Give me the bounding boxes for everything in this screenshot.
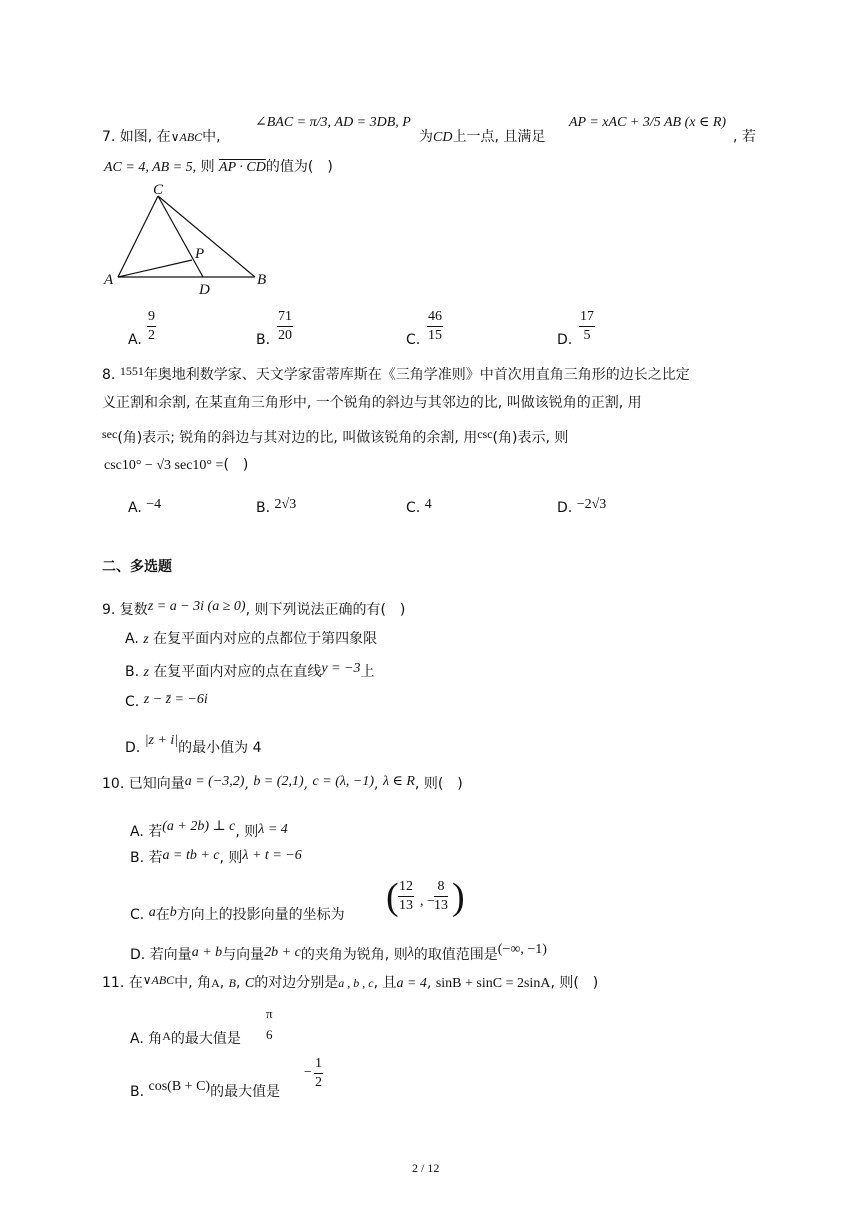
- q7-shang: 上一点, 且满足: [452, 129, 546, 145]
- q10-c-vec-b: b: [169, 905, 177, 920]
- segment-ap: [118, 260, 192, 277]
- q10-c-n2: 8: [434, 879, 448, 897]
- q11-t1: 中, 角: [174, 975, 212, 991]
- q7-dot-product: AP · CD: [219, 160, 266, 175]
- q10-stem: 10. 已知向量a = (−3,2), b = (2,1), c = (λ, −1), λ ∈ R, 则( ): [102, 774, 463, 792]
- q11-option-b: B. cos(B + C)的最大值是: [130, 1079, 281, 1100]
- q11-angle-b: B: [228, 976, 236, 990]
- q11-number: 11. 在: [102, 975, 143, 991]
- q7-line1b: [419, 130, 545, 145]
- q8-text-line1: 年奥地利数学家、天文学家雷蒂库斯在《三角学准则》中首次用直角三角形的边长之比定: [143, 367, 690, 383]
- q8-sec: sec: [102, 427, 118, 441]
- q11-a4: a = 4: [396, 976, 427, 991]
- q10-c-frac1: [398, 879, 414, 914]
- q7-b-den: 20: [278, 328, 292, 343]
- q11-angle-a: A: [211, 976, 220, 990]
- q10-c-t1: 在: [155, 907, 170, 923]
- q7-option-b-fraction: [277, 309, 293, 344]
- q8-line3: [102, 428, 568, 445]
- q7-option-a-label: A.: [128, 332, 142, 348]
- q8-csc: csc: [477, 427, 493, 441]
- q9-complex: z = a − 3i (a ≥ 0): [147, 599, 246, 614]
- segment-cd: [158, 196, 203, 277]
- q8-option-c: [406, 498, 432, 515]
- q7-zhong: 中,: [202, 129, 221, 145]
- q9-d-label: D.: [125, 740, 141, 756]
- q10-vector-c: c = (λ, −1): [312, 774, 375, 789]
- q11-t4: 的对边分别是: [254, 975, 339, 991]
- q7-condition2: AP = xAC + 3/5 AB (x ∈ R): [569, 115, 727, 130]
- q8-option-b: [256, 498, 296, 515]
- q8-line1: [102, 365, 690, 382]
- q10-option-c: C. a在b方向上的投影向量的坐标为: [130, 905, 345, 923]
- q9-b-label: B.: [125, 664, 140, 680]
- q11-b-fraction: [314, 1056, 323, 1091]
- q10-c-vec-a: a: [148, 905, 156, 920]
- q9-option-c: [125, 693, 208, 709]
- label-p: P: [195, 246, 205, 262]
- q7-b-num: 71: [277, 309, 293, 327]
- q7-number: 7. 如图, 在: [102, 129, 171, 145]
- q8-question-end: ( ): [223, 457, 249, 473]
- q11-a-text: 的最大值是: [170, 1031, 241, 1047]
- q7-triangle-figure: [100, 182, 280, 297]
- q7-question-end: 的值为( ): [265, 159, 333, 175]
- q10-lambda: λ ∈ R: [382, 774, 415, 789]
- q10-b-pre: 若: [148, 850, 163, 866]
- q8-a-label: A.: [128, 500, 142, 516]
- q8-expression-line: [104, 458, 248, 473]
- q8-text-line2: 义正割和余割, 在某直角三角形中, 一个锐角的斜边与其邻边的比, 叫做该锐角的正割, 用: [102, 395, 642, 411]
- q9-stem: [102, 600, 405, 617]
- q10-a-math: (a + 2b) ⊥ c: [162, 819, 236, 834]
- q9-c-label: C.: [125, 694, 140, 710]
- q10-c-frac2: [434, 879, 448, 914]
- q8-d-value: −2√3: [576, 497, 607, 512]
- q10-a-result: λ = 4: [258, 822, 288, 837]
- q9-option-a: [125, 632, 377, 647]
- q11-b-text: 的最大值是: [210, 1084, 281, 1100]
- q10-tail: , 则( ): [414, 776, 463, 792]
- q7-cd: CD: [433, 130, 453, 145]
- q11-t5: , 且: [373, 975, 397, 991]
- q10-d-m2: 2b + c: [264, 945, 301, 960]
- q11-stem: 11. 在∨ABC中, 角A, B, C的对边分别是a , b , c, 且a = 4, sinB + sinC = 2sinA, 则( ): [102, 973, 599, 991]
- q9-a-text: 在复平面内对应的点都位于第四象限: [153, 631, 378, 647]
- q9-option-b: [125, 662, 375, 680]
- q9-b-text: 在复平面内对应的点在直线: [153, 664, 322, 680]
- q10-a-pre: 若: [148, 824, 163, 840]
- q10-c-paren-right: ): [452, 876, 465, 918]
- q7-a-den: 2: [148, 328, 155, 343]
- q10-option-b: B. 若a = tb + c, 则λ + t = −6: [130, 848, 302, 866]
- q10-option-d: D. 若向量a + b与向量2b + c的夹角为锐角, 则λ的取值范围是(−∞, −1): [130, 942, 547, 963]
- q8-expression: csc10° − √3 sec10° =: [104, 458, 224, 473]
- q11-t3: ,: [236, 975, 241, 991]
- q8-text-line3b: (角)表示, 则: [492, 430, 569, 446]
- q9-number: 9. 复数: [102, 602, 148, 618]
- q11-b-den: 2: [315, 1075, 322, 1090]
- side-ca: [118, 196, 158, 277]
- q11-t2: ,: [219, 975, 225, 991]
- q11-triangle: ∨ABC: [142, 973, 175, 987]
- q8-text-line3a: (角)表示; 锐角的斜边与其对边的比, 叫做该锐角的余割, 用: [117, 430, 478, 446]
- q11-a-den: 6: [266, 1027, 273, 1042]
- q7-option-c-fraction: [427, 309, 443, 344]
- q10-c-t2: 方向上的投影向量的坐标为: [176, 907, 345, 923]
- q10-vector-b: b = (2,1): [253, 774, 304, 789]
- q11-a-angle: A: [162, 1029, 171, 1043]
- q8-c-label: C.: [406, 500, 421, 516]
- q7-d-den: 5: [583, 328, 591, 343]
- q10-c-comma: , −: [420, 894, 435, 909]
- q8-option-d: [557, 498, 606, 515]
- q7-ze: 则: [200, 159, 215, 175]
- q11-sides: a , b , c: [338, 976, 374, 990]
- q9-c-math: z − z̄ = −6i: [143, 692, 208, 707]
- q8-b-value: 2√3: [274, 497, 297, 512]
- q7-a-num: 9: [147, 309, 156, 327]
- q7-wei: 为: [419, 129, 433, 145]
- label-b: B: [257, 272, 267, 288]
- q9-tail: , 则下列说法正确的有( ): [245, 602, 406, 618]
- q11-a-fraction: [265, 1006, 274, 1043]
- q9-option-d: [125, 734, 262, 755]
- q10-c-d2: 13: [434, 898, 448, 913]
- q10-d-lambda: λ: [407, 945, 414, 960]
- q7-c-den: 15: [428, 328, 442, 343]
- q7-line2: [104, 160, 333, 175]
- q9-b-line: y = −3: [321, 661, 361, 676]
- q7-c-num: 46: [427, 309, 443, 327]
- q7-d-num: 17: [579, 309, 595, 327]
- label-d: D: [199, 282, 210, 297]
- q7-option-d-fraction: [579, 309, 595, 344]
- q9-d-text: 的最小值为 4: [178, 740, 262, 756]
- q9-b-text2: 上: [360, 664, 375, 680]
- q10-option-a: A. 若(a + 2b) ⊥ c, 则λ = 4: [130, 819, 288, 840]
- q7-option-a-fraction: [147, 309, 156, 344]
- q11-b-math: cos(B + C): [148, 1079, 211, 1094]
- q7-option-c-label: C.: [406, 332, 421, 348]
- q9-d-math: |z + i|: [144, 733, 179, 748]
- q11-option-a: A. 角A的最大值是: [130, 1029, 241, 1047]
- q11-a-pre: 角: [148, 1031, 163, 1047]
- q10-number: 10. 已知向量: [102, 776, 185, 792]
- q8-year: 1551: [119, 364, 144, 378]
- q11-equation: sinB + sinC = 2sinA: [435, 976, 551, 991]
- q8-d-label: D.: [557, 500, 573, 516]
- label-c: C: [153, 182, 164, 198]
- q10-c-n1: 12: [398, 879, 414, 897]
- q10-b-math: a = tb + c: [162, 848, 220, 863]
- q11-a-num: π: [266, 1006, 273, 1021]
- q7-given: AC = 4, AB = 5,: [104, 160, 197, 175]
- q10-a-mid: , 则: [235, 824, 259, 840]
- q7-triangle: ∨ABC: [170, 130, 203, 144]
- section-heading: 二、多选题: [102, 559, 172, 575]
- q10-d-t2: 的夹角为锐角, 则: [300, 947, 408, 963]
- q10-d-t3: 的取值范围是: [413, 947, 498, 963]
- q11-b-num: 1: [314, 1056, 323, 1074]
- q10-c-d1: 13: [399, 898, 413, 913]
- q11-angle-c: C: [244, 976, 255, 991]
- q10-c-paren-left: (: [386, 876, 399, 918]
- q10-b-result: λ + t = −6: [242, 848, 302, 863]
- q9-a-label: A.: [125, 631, 139, 647]
- q11-t6: , 则( ): [550, 975, 599, 991]
- q11-b-minus: −: [304, 1065, 312, 1080]
- q7-ruo: , 若: [733, 129, 756, 145]
- q10-b-mid: , 则: [219, 850, 243, 866]
- q7-option-b-label: B.: [256, 332, 271, 348]
- q10-d-pre: 若向量: [149, 947, 192, 963]
- q8-b-label: B.: [256, 500, 271, 516]
- q10-d-m1: a + b: [191, 945, 223, 960]
- q7-option-d-label: D.: [557, 332, 573, 348]
- q8-option-a: [128, 498, 161, 515]
- q8-c-value: 4: [424, 497, 432, 512]
- q7-condition1: ∠BAC = π/3, AD = 3DB, P: [255, 115, 411, 130]
- page-number: 2 / 12: [412, 1161, 440, 1175]
- q9-b-math: z: [143, 665, 149, 680]
- q8-a-value: −4: [146, 497, 162, 512]
- q10-vector-a: a = (−3,2): [184, 774, 245, 789]
- q10-d-result: (−∞, −1): [497, 942, 547, 957]
- q10-d-t1: 与向量: [222, 947, 265, 963]
- q7-line1: [102, 130, 221, 144]
- q8-number: 8.: [102, 367, 116, 383]
- label-a: A: [104, 272, 114, 288]
- q9-a-math: z: [143, 632, 149, 647]
